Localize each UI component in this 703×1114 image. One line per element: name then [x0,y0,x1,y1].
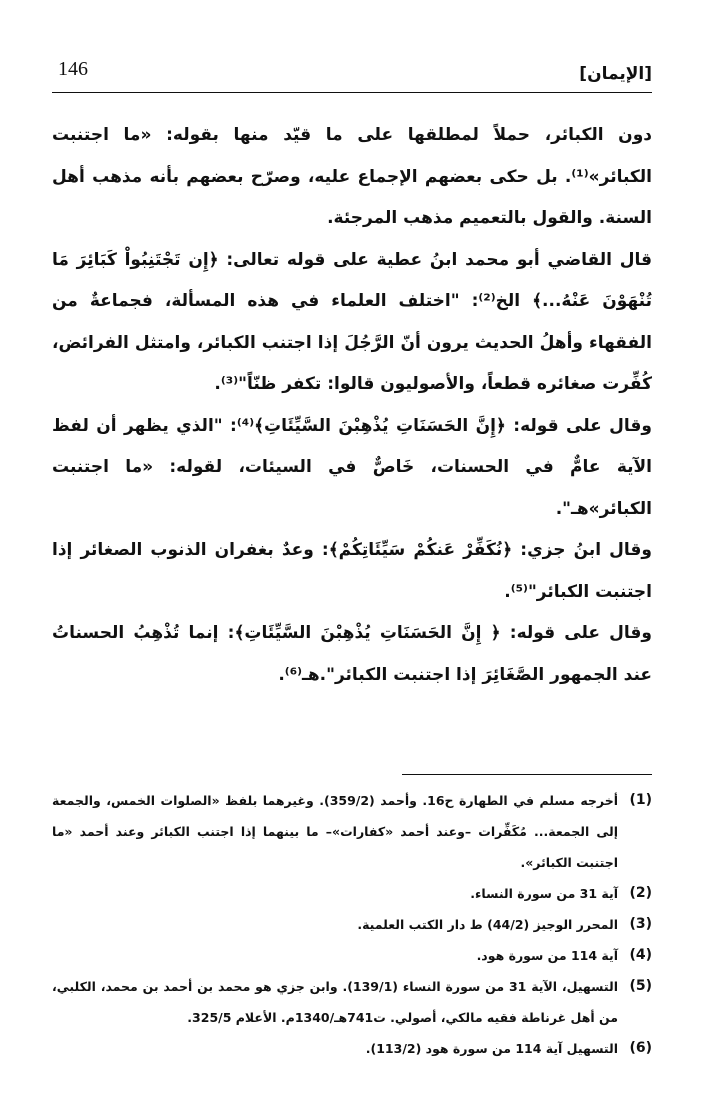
footnote [52,785,652,878]
paragraph: وقال على قوله: ﴿ إِنَّ الحَسَنَاتِ يُذْهِبْنَ السَّيِّئَاتِ﴾: إنما تُذْهِبُ الحسناتُ عند الجمهور الصَّغَائِرَ إذا اجتنبت الكبائر".هـ⁽⁶⁾. [52,623,652,685]
footnote-text: آية 114 من سورة هود. [476,948,618,963]
footnote [52,1033,652,1064]
footnote-text: التسهيل آية 114 من سورة هود (113/2). [365,1041,618,1056]
paragraph: وقال على قوله: ﴿إِنَّ الحَسَنَاتِ يُذْهِبْنَ السَّيِّئَاتِ﴾⁽⁴⁾: "الذي يظهر أن لفظ الآية عامٌّ في الحسنات، خَاصٌّ في السيئات، لقوله: «ما اجتنبت الكبائر»هـ". [52,415,652,519]
footnote-number: (2) [629,885,652,901]
running-header [52,52,652,93]
footnote-number: (1) [629,792,652,808]
footnote-text: آية 31 من سورة النساء. [470,886,618,901]
footnotes [52,785,652,1064]
paragraph: دون الكبائر، حملاً لمطلقها على ما قيّد منها بقوله: «ما اجتنبت الكبائر»⁽¹⁾. بل حكى بعضهم الإجماع عليه، وصرّح بعضهم بأنه مذهب أهل السنة. والقول بالتعميم مذهب المرجئة. [52,125,652,228]
footnote-number: (3) [629,916,652,932]
footnote-number: (6) [629,1040,652,1056]
footnote-text: أخرجه مسلم في الطهارة ح16. وأحمد (359/2). وغيرهما بلفظ «الصلوات الخمس، والجمعة إلى الجمعة... مُكَفِّرات –وعند أحمد «كفارات»– ما بينهما إذا اجتنب الكبائر وعند أحمد «ما اجتنبت الكبائر». [52,793,618,870]
footnote-text: التسهيل، الآية 31 من سورة النساء (139/1). وابن جزي هو محمد بن أحمد بن محمد، الكلبي، من أهل غرناطة فقيه مالكي، أصولي. ت741هـ/1340م. الأعلام 325/5. [52,979,618,1025]
main-text [52,115,652,696]
footnote [52,940,652,971]
page-number: 146 [58,58,88,80]
footnote-text: المحرر الوجيز (44/2) ط دار الكتب العلمية. [357,917,618,932]
footnote-number: (4) [629,947,652,963]
paragraph: وقال ابنُ جزي: ﴿نُكَفِّرْ عَنكُمْ سَيِّئَاتِكُمْ﴾: وعدٌ بغفران الذنوب الصغائر إذا اجتنبت الكبائر"⁽⁵⁾. [52,540,652,602]
footnote [52,909,652,940]
chapter-title: [الإيمان] [579,64,652,84]
footnote-separator [402,774,652,775]
footnote [52,971,652,1033]
footnote [52,878,652,909]
book-page [52,52,652,1092]
paragraph: قال القاضي أبو محمد ابنُ عطية على قوله تعالى: ﴿إِن تَجْتَنِبُواْ كَبَائِرَ مَا تُنْهَوْنَ عَنْهُ...﴾ الخ⁽²⁾: "اختلف العلماء في هذه المسألة، فجماعةٌ من الفقهاء وأهلُ الحديث يرون أنّ الرَّجُلَ إذا اجتنب الكبائر، وامتثل الفرائض، كُفِّرت صغائره قطعاً، والأصوليون قالوا: تكفر ظنّاً"⁽³⁾. [52,249,652,394]
footnote-number: (5) [629,978,652,994]
